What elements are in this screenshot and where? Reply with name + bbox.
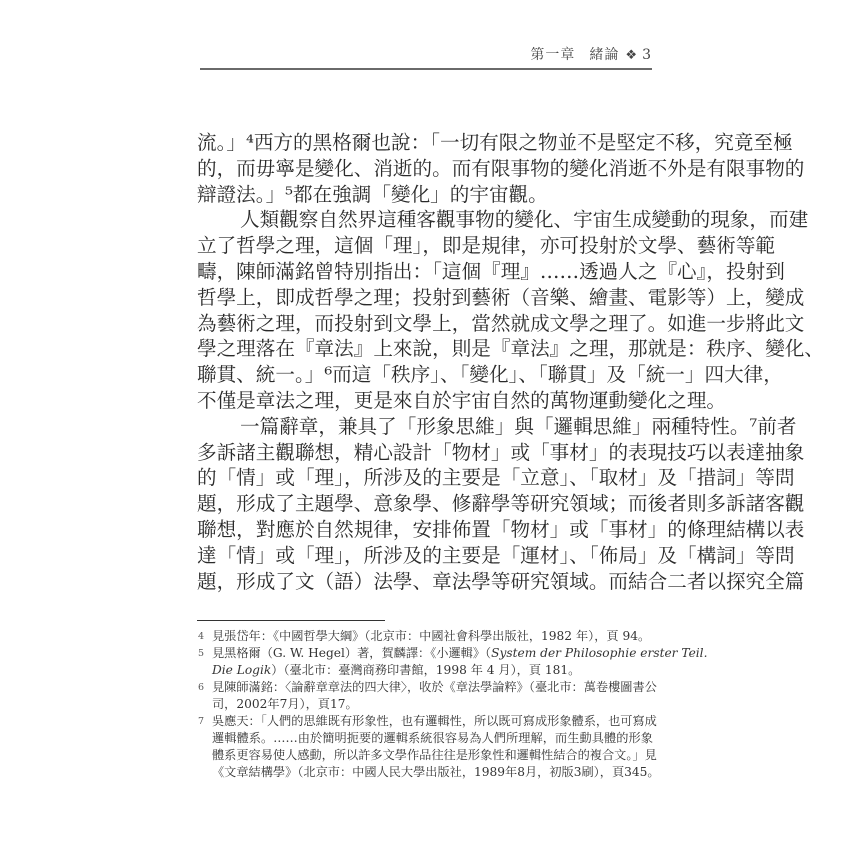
footnote-number: 6: [198, 682, 205, 693]
text-line: 聯貫、統一。」⁶而這「秩序」、「變化」、「聯貫」及「統一」四大律，: [197, 363, 783, 387]
footnote-line: 吳應天：「人們的思維既有形象性，也有邏輯性，所以既可寫成形象體系，也可寫成: [212, 714, 657, 728]
text-line: 立了哲學之理，這個「理」，即是規律，亦可投射於文學、藝術等範: [197, 234, 776, 258]
footnote-line: 邏輯體系。……由於簡明扼要的邏輯系統很容易為人們所理解，而生動具體的形象: [212, 731, 653, 745]
text-line: 辯證法。」⁵都在強調「變化」的宇宙觀。: [197, 182, 548, 206]
text-line: 聯想，對應於自然規律，安排佈置「物材」或「事材」的條理結構以表: [197, 517, 805, 541]
body-text: [197, 130, 824, 594]
page-number: 3: [642, 47, 652, 63]
footnote-text: ）（臺北市：臺灣商務印書館，1998 年 4 月），頁 181。: [271, 663, 581, 677]
text-line: 達「情」或「理」，所涉及的主要是「運材」、「佈局」及「構詞」等問: [197, 543, 795, 567]
text-line: 為藝術之理，而投射到文學上，當然就成文學之理了。如進一步將此文: [197, 311, 805, 335]
footnote-line: 體系更容易使人感動，所以許多文學作品往往是形象性和邏輯性結合的複合文。」見: [212, 748, 657, 762]
text-line: 不僅是章法之理，更是來自於宇宙自然的萬物運動變化之理。: [197, 388, 727, 412]
header-rule: [200, 68, 652, 70]
footnote-4: [197, 628, 653, 645]
chapter-label: 第一章: [530, 47, 576, 63]
footnote-6: [197, 679, 657, 713]
text-line: 的，而毋寧是變化、消逝的。而有限事物的變化消逝不外是有限事物的: [197, 156, 805, 180]
text-line: 哲學上，即成哲學之理；投射到藝術（音樂、繪畫、電影等）上，變成: [197, 285, 805, 309]
running-header: [200, 44, 652, 66]
text-line: 疇，陳師滿銘曾特別指出：「這個『理』……透過人之『心』，投射到: [197, 259, 785, 283]
text-line: 的「情」或「理」，所涉及的主要是「立意」、「取材」及「措詞」等問: [197, 466, 795, 490]
paragraph-start-line: 人類觀察自然界這種客觀事物的變化、宇宙生成變動的現象，而建: [240, 208, 809, 232]
paragraph-start-line: 一篇辭章，兼具了「形象思維」與「邏輯思維」兩種特性。⁷前者: [240, 414, 797, 438]
footnote-5: [197, 645, 708, 679]
footnote-rule: [197, 620, 385, 621]
text-line: 題，形成了文（語）法學、章法學等研究領域。而結合二者以探究全篇: [197, 569, 805, 593]
text-line: 流。」⁴西方的黑格爾也說：「一切有限之物並不是堅定不移，究竟至極: [197, 131, 793, 154]
footnote-line: 司，2002年7月），頁17。: [212, 697, 358, 711]
footnote-italic-title: Die Logik: [212, 663, 272, 677]
footnote-line: [212, 645, 708, 662]
footnote-line: [212, 662, 653, 679]
footnote-7: [197, 713, 660, 781]
footnote-text: 見黑格爾（G. W. Hegel）著，賀麟譯：《小邏輯》（: [212, 646, 492, 660]
footnote-italic-title: System der Philosophie erster Teil.: [491, 646, 708, 660]
text-line: 學之理落在『章法』上來說，則是『章法』之理，那就是：秩序、變化、: [197, 337, 824, 361]
text-line: 題，形成了主題學、意象學、修辭學等研究領域；而後者則多訴諸客觀: [197, 492, 805, 516]
footnote-line: 見陳師滿銘：〈論辭章章法的四大律〉，收於《章法學論粹》（臺北市：萬卷樓圖書公: [212, 680, 657, 694]
footnote-number: 5: [198, 648, 205, 659]
text-line: 多訴諸主觀聯想，精心設計「物材」或「事材」的表現技巧以表達抽象: [197, 440, 805, 464]
footnote-number: 4: [198, 631, 205, 642]
ornament-icon: ❖: [625, 48, 639, 63]
section-title: 緒論: [589, 47, 620, 63]
footnote-line: 《文章結構學》（北京市：中國人民大學出版社，1989年8月，初版3刷），頁345。: [212, 765, 660, 779]
footnotes: [197, 628, 708, 781]
footnote-number: 7: [198, 716, 205, 727]
footnote-line: 見張岱年：《中國哲學大綱》（北京市：中國社會科學出版社，1982 年），頁 94。: [212, 629, 651, 643]
